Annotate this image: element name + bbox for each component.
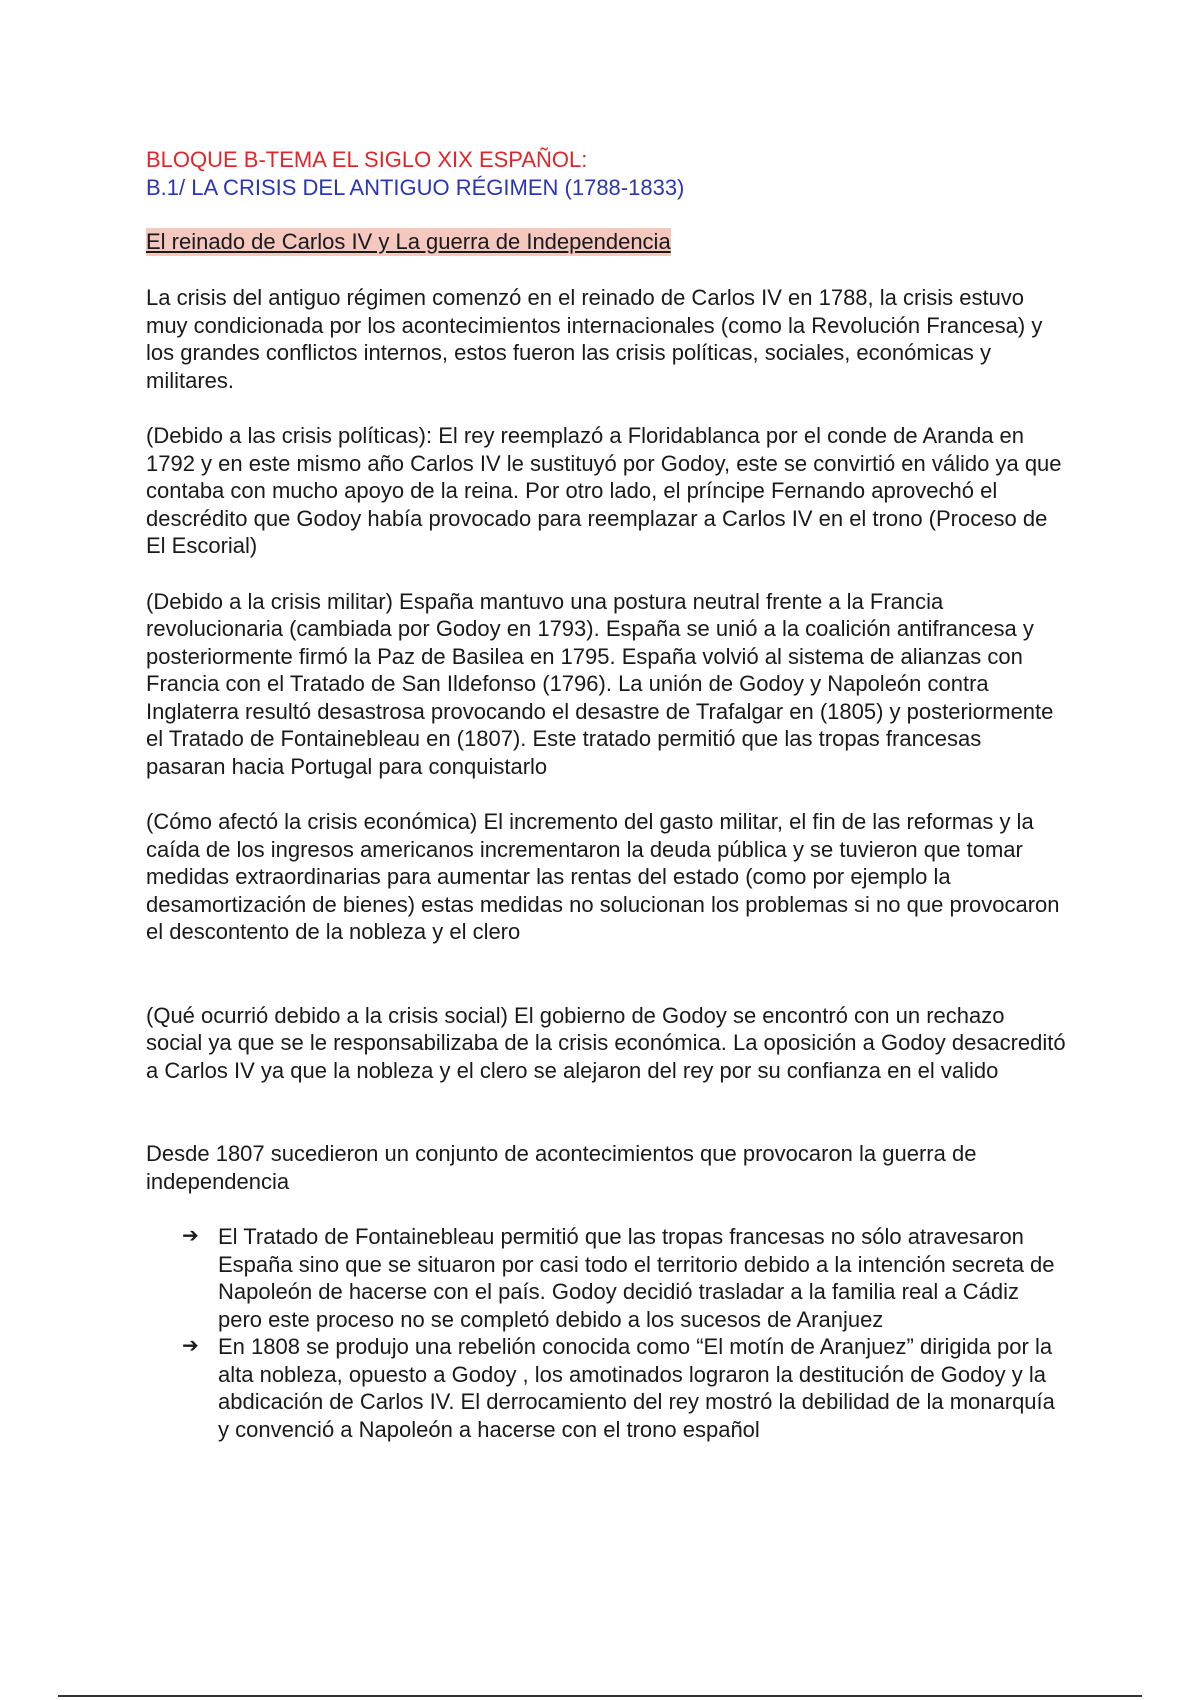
- page-bottom-divider: [58, 1695, 1142, 1697]
- paragraph-economic-crisis: (Cómo afectó la crisis económica) El incremento del gasto militar, el fin de las reformas y la caída de los ingresos americanos incrementaron la deuda pública y se tuvieron que tomar medidas extraordinarias para aumentar las rentas del estado (como por ejemplo la desamortización de bienes) estas medidas no solucionan los problemas si no que provocaron el descontento de la nobleza y el clero: [146, 809, 1060, 944]
- paragraph-military-crisis: (Debido a la crisis militar) España mantuvo una postura neutral frente a la Francia revolucionaria (cambiada por Godoy en 1793). España se unió a la coalición antifrancesa y posteriormente firmó la Paz de Basilea en 1795. España volvió al sistema de alianzas con Francia con el Tratado de San Ildefonso (1796). La unión de Godoy y Napoleón contra Inglaterra resultó desastrosa provocando el desastre de Trafalgar en (1805) y posteriormente el Tratado de Fontainebleau en (1807). Este tratado permitió que las tropas francesas pasaran hacia Portugal para conquistarlo: [146, 588, 1054, 779]
- list-item: [182, 1223, 1066, 1333]
- paragraph-social-crisis: (Qué ocurrió debido a la crisis social) El gobierno de Godoy se encontró con un rechazo social ya que se le responsabilizaba de la crisis económica. La oposición a Godoy desacreditó a Carlos IV ya que la nobleza y el clero se alejaron del rey por su confianza en el valido: [146, 1002, 1066, 1083]
- arrow-bullet-icon: ➔: [182, 1335, 199, 1357]
- section-heading: El reinado de Carlos IV y La guerra de Independencia: [146, 229, 671, 254]
- paragraph-intro: La crisis del antiguo régimen comenzó en el reinado de Carlos IV en 1788, la crisis estuvo muy condicionada por los acontecimientos internacionales (como la Revolución Francesa) y los grandes conflictos internos, estos fueron las crisis políticas, sociales, económicas y militares.: [146, 285, 1043, 393]
- list-item-text: El Tratado de Fontainebleau permitió que las tropas francesas no sólo atravesaron España sino que se situaron por casi todo el territorio debido a la intención secreta de Napoleón de hacerse con el país. Godoy decidió trasladar a la familia real a Cádiz pero este proceso no se completó debido a los sucesos de Aranjuez: [218, 1224, 1055, 1332]
- list-item: [182, 1333, 1066, 1443]
- topic-subtitle: B.1/ LA CRISIS DEL ANTIGUO RÉGIMEN (1788-1833): [146, 175, 685, 200]
- paragraph-war-intro: Desde 1807 sucedieron un conjunto de acontecimientos que provocaron la guerra de independencia: [146, 1141, 977, 1194]
- paragraph-political-crisis: (Debido a las crisis políticas): El rey reemplazó a Floridablanca por el conde de Aranda en 1792 y en este mismo año Carlos IV le sustituyó por Godoy, este se convirtió en válido ya que contaba con mucho apoyo de la reina. Por otro lado, el príncipe Fernando aprovechó el descrédito que Godoy había provocado para reemplazar a Carlos IV en el trono (Proceso de El Escorial): [146, 423, 1062, 558]
- arrow-bullet-icon: ➔: [182, 1225, 199, 1247]
- document-page: [146, 146, 1066, 1443]
- events-list: [146, 1223, 1066, 1443]
- list-item-text: En 1808 se produjo una rebelión conocida como “El motín de Aranjuez” dirigida por la alta nobleza, opuesto a Godoy , los amotinados lograron la destitución de Godoy y la abdicación de Carlos IV. El derrocamiento del rey mostró la debilidad de la monarquía y convenció a Napoleón a hacerse con el trono español: [218, 1334, 1055, 1442]
- block-title: BLOQUE B-TEMA EL SIGLO XIX ESPAÑOL:: [146, 147, 588, 172]
